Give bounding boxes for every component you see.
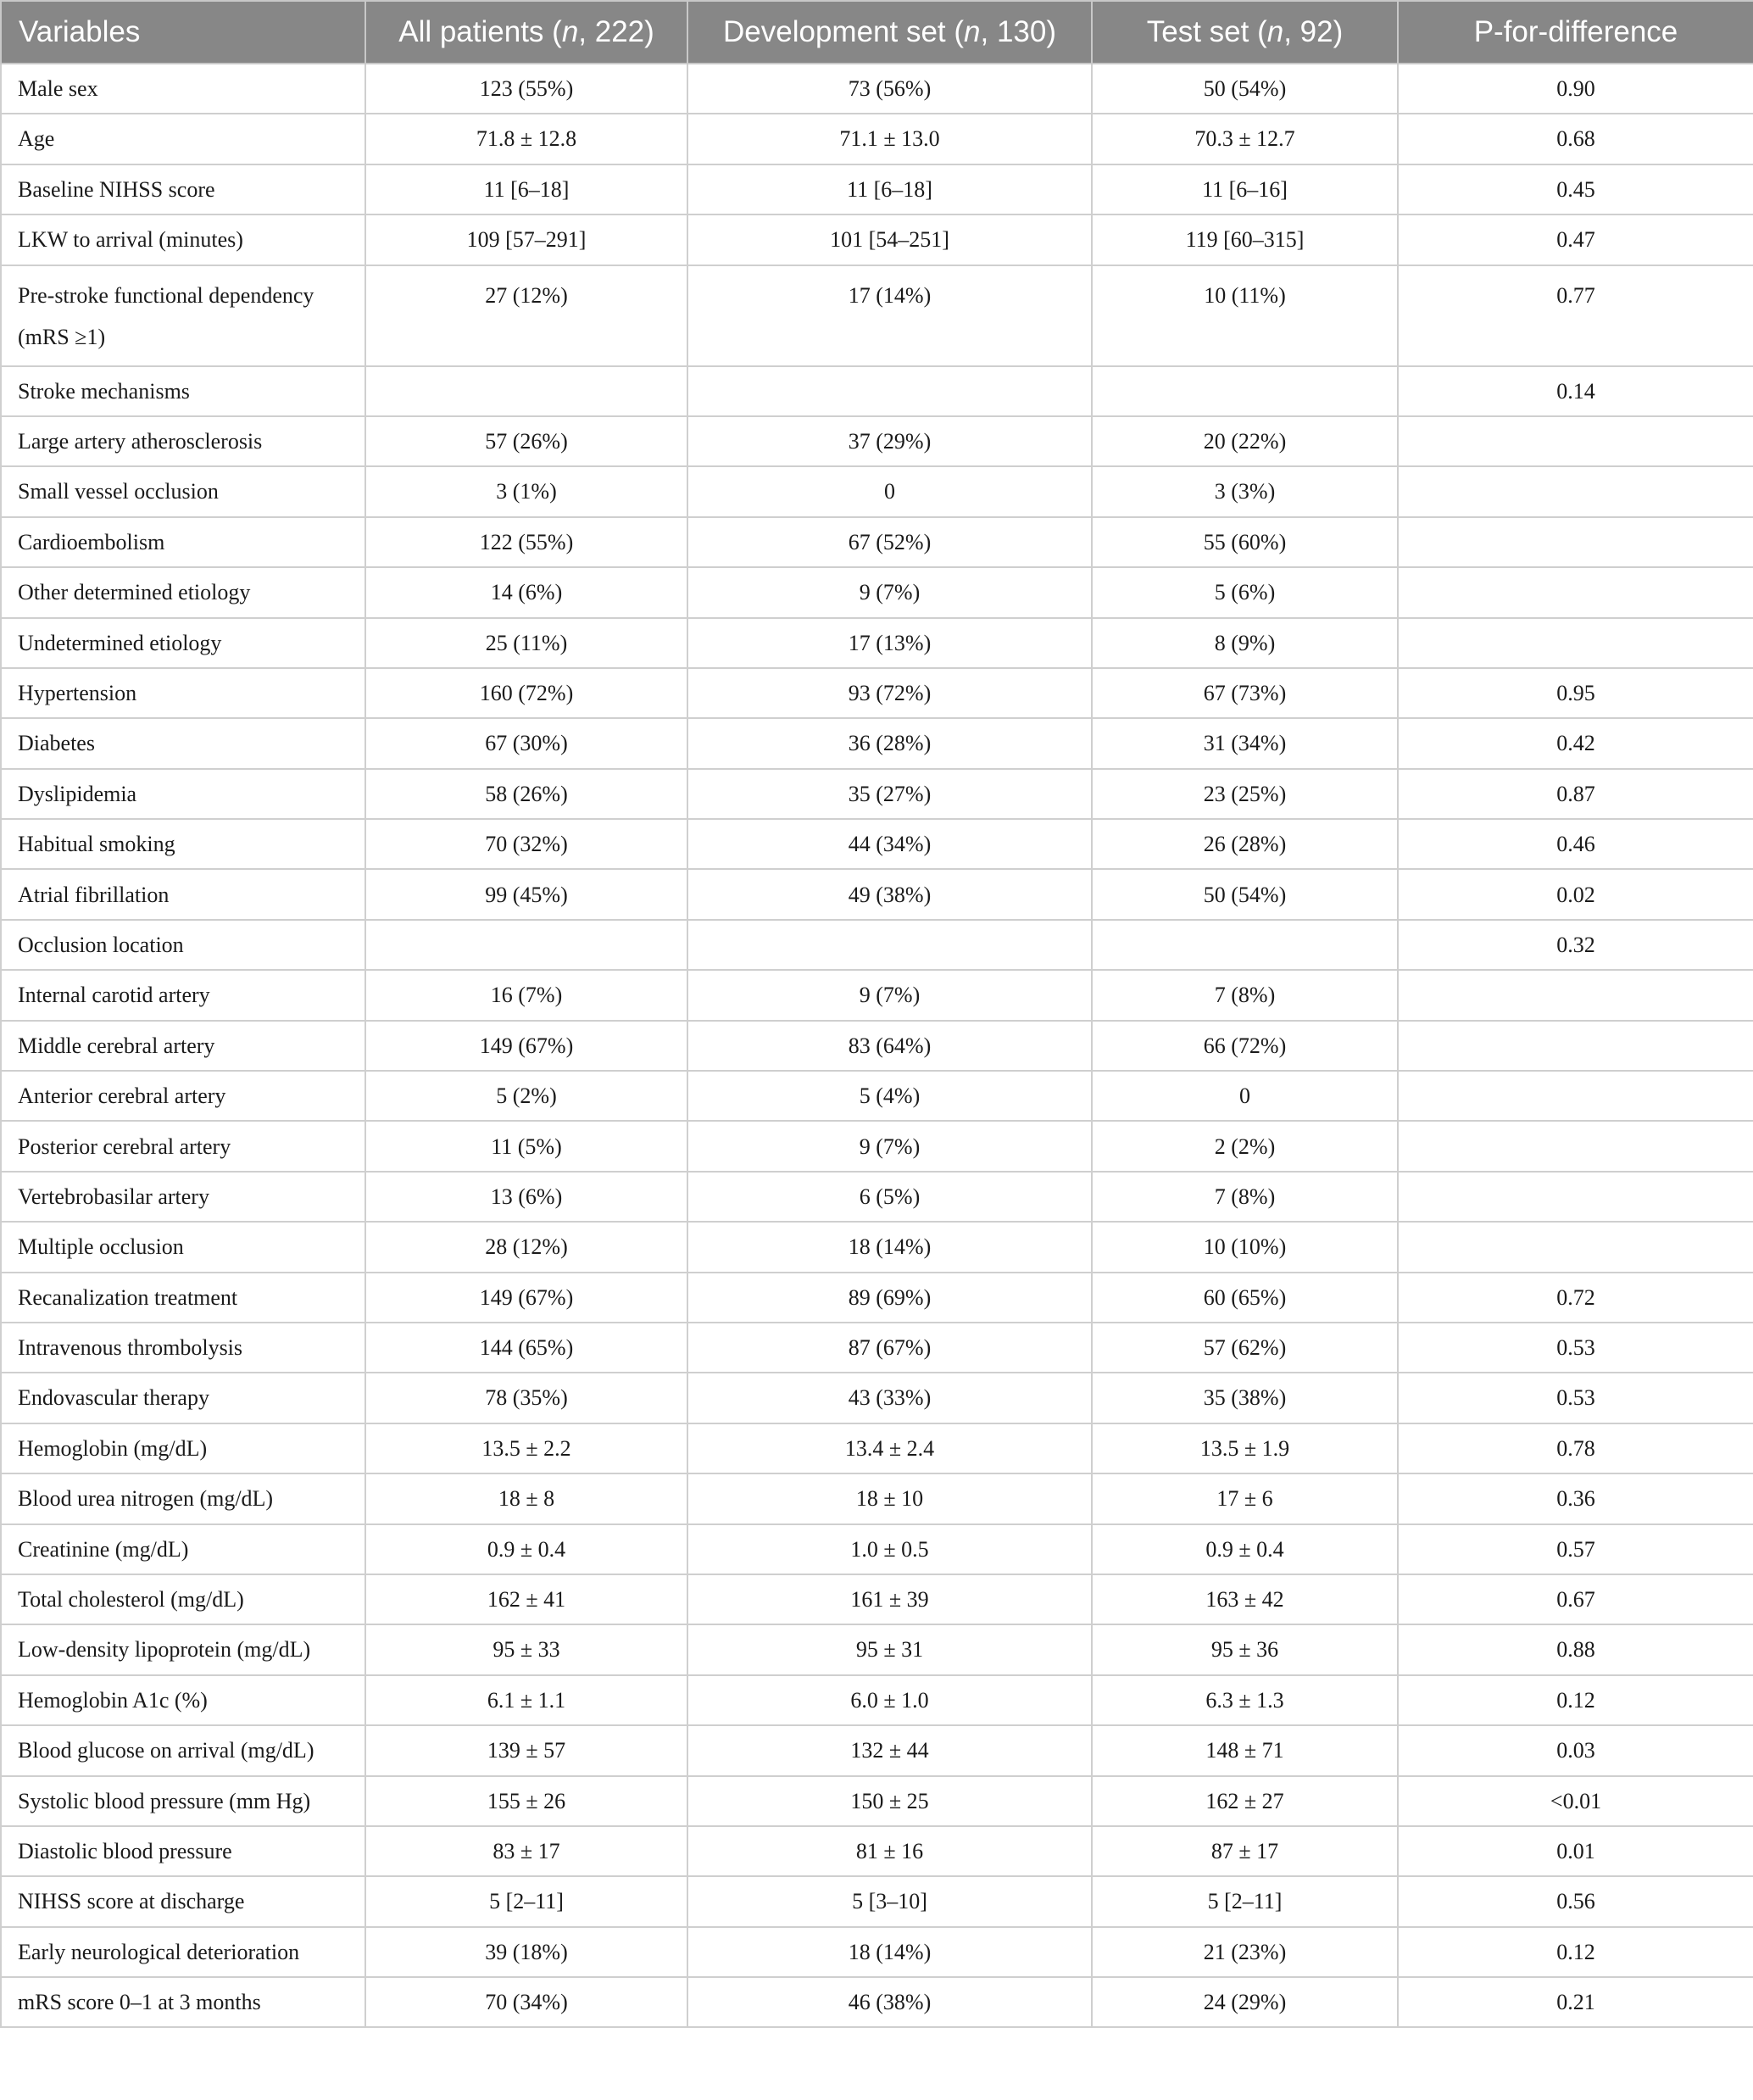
development-set-cell: 13.4 ± 2.4 (687, 1423, 1092, 1473)
development-set-cell: 73 (56%) (687, 64, 1092, 114)
all-patients-cell: 16 (7%) (365, 970, 687, 1020)
variable-cell: Undetermined etiology (1, 618, 365, 668)
variable-cell: Total cholesterol (mg/dL) (1, 1574, 365, 1624)
development-set-cell: 150 ± 25 (687, 1776, 1092, 1826)
table-body (1, 64, 1753, 2027)
test-set-cell: 163 ± 42 (1092, 1574, 1398, 1624)
p-value-cell (1398, 416, 1753, 466)
test-set-cell: 2 (2%) (1092, 1121, 1398, 1171)
development-set-cell: 132 ± 44 (687, 1725, 1092, 1775)
header-count: , 222) (578, 15, 654, 48)
development-set-cell: 17 (14%) (687, 265, 1092, 366)
all-patients-cell: 149 (67%) (365, 1273, 687, 1323)
header-count: , 92) (1283, 15, 1344, 48)
table-row (1, 869, 1753, 919)
variable-cell: Internal carotid artery (1, 970, 365, 1020)
test-set-cell: 119 [60–315] (1092, 214, 1398, 265)
table-row (1, 466, 1753, 516)
all-patients-cell: 6.1 ± 1.1 (365, 1675, 687, 1725)
test-set-cell: 35 (38%) (1092, 1373, 1398, 1423)
variable-cell: Cardioembolism (1, 517, 365, 567)
p-value-cell: 0.78 (1398, 1423, 1753, 1473)
header-development-set (687, 1, 1092, 64)
development-set-cell: 44 (34%) (687, 819, 1092, 869)
variable-cell: Recanalization treatment (1, 1273, 365, 1323)
test-set-cell: 50 (54%) (1092, 64, 1398, 114)
table-header-row (1, 1, 1753, 64)
variable-cell: Other determined etiology (1, 567, 365, 617)
test-set-cell: 3 (3%) (1092, 466, 1398, 516)
test-set-cell: 21 (23%) (1092, 1927, 1398, 1977)
table-row (1, 416, 1753, 466)
p-value-cell: 0.53 (1398, 1373, 1753, 1423)
test-set-cell (1092, 366, 1398, 416)
variable-cell: Baseline NIHSS score (1, 164, 365, 214)
table-row (1, 1524, 1753, 1574)
development-set-cell: 95 ± 31 (687, 1624, 1092, 1674)
p-value-cell (1398, 1172, 1753, 1222)
development-set-cell: 67 (52%) (687, 517, 1092, 567)
p-value-cell (1398, 1071, 1753, 1121)
variable-cell: Endovascular therapy (1, 1373, 365, 1423)
table-row (1, 668, 1753, 718)
p-value-cell (1398, 618, 1753, 668)
test-set-cell: 10 (11%) (1092, 265, 1398, 366)
test-set-cell: 148 ± 71 (1092, 1725, 1398, 1775)
development-set-cell: 46 (38%) (687, 1977, 1092, 2027)
p-value-cell (1398, 517, 1753, 567)
table-row (1, 1273, 1753, 1323)
all-patients-cell (365, 366, 687, 416)
p-value-cell: 0.68 (1398, 114, 1753, 164)
all-patients-cell: 123 (55%) (365, 64, 687, 114)
variable-cell: Middle cerebral artery (1, 1021, 365, 1071)
table-row (1, 1172, 1753, 1222)
table-row (1, 1624, 1753, 1674)
all-patients-cell: 18 ± 8 (365, 1473, 687, 1523)
test-set-cell: 57 (62%) (1092, 1323, 1398, 1373)
test-set-cell: 55 (60%) (1092, 517, 1398, 567)
variable-cell: Diastolic blood pressure (1, 1826, 365, 1876)
test-set-cell: 7 (8%) (1092, 1172, 1398, 1222)
p-value-cell: 0.77 (1398, 265, 1753, 366)
p-value-cell: 0.42 (1398, 718, 1753, 768)
all-patients-cell: 83 ± 17 (365, 1826, 687, 1876)
variable-cell: Posterior cerebral artery (1, 1121, 365, 1171)
header-label: Development set ( (723, 15, 965, 48)
p-value-cell: 0.72 (1398, 1273, 1753, 1323)
p-value-cell: 0.53 (1398, 1323, 1753, 1373)
test-set-cell: 8 (9%) (1092, 618, 1398, 668)
table-row (1, 1021, 1753, 1071)
variable-cell: Systolic blood pressure (mm Hg) (1, 1776, 365, 1826)
table-row (1, 64, 1753, 114)
p-value-cell: 0.14 (1398, 366, 1753, 416)
table-row (1, 114, 1753, 164)
variable-cell: Multiple occlusion (1, 1222, 365, 1272)
test-set-cell: 17 ± 6 (1092, 1473, 1398, 1523)
variable-cell: Blood urea nitrogen (mg/dL) (1, 1473, 365, 1523)
development-set-cell: 9 (7%) (687, 567, 1092, 617)
p-value-cell: 0.12 (1398, 1675, 1753, 1725)
development-set-cell: 161 ± 39 (687, 1574, 1092, 1624)
p-value-cell: 0.46 (1398, 819, 1753, 869)
development-set-cell: 81 ± 16 (687, 1826, 1092, 1876)
all-patients-cell: 144 (65%) (365, 1323, 687, 1373)
all-patients-cell: 99 (45%) (365, 869, 687, 919)
development-set-cell: 49 (38%) (687, 869, 1092, 919)
development-set-cell: 6.0 ± 1.0 (687, 1675, 1092, 1725)
header-label: Test set ( (1146, 15, 1267, 48)
all-patients-cell: 67 (30%) (365, 718, 687, 768)
all-patients-cell: 109 [57–291] (365, 214, 687, 265)
development-set-cell: 18 (14%) (687, 1222, 1092, 1272)
all-patients-cell: 27 (12%) (365, 265, 687, 366)
test-set-cell: 31 (34%) (1092, 718, 1398, 768)
development-set-cell: 87 (67%) (687, 1323, 1092, 1373)
test-set-cell: 95 ± 36 (1092, 1624, 1398, 1674)
all-patients-cell: 25 (11%) (365, 618, 687, 668)
development-set-cell: 11 [6–18] (687, 164, 1092, 214)
p-value-cell: 0.45 (1398, 164, 1753, 214)
test-set-cell: 87 ± 17 (1092, 1826, 1398, 1876)
development-set-cell (687, 920, 1092, 970)
table-row (1, 1826, 1753, 1876)
development-set-cell: 5 (4%) (687, 1071, 1092, 1121)
table-row (1, 819, 1753, 869)
header-label: P-for-difference (1473, 15, 1678, 48)
all-patients-cell: 11 (5%) (365, 1121, 687, 1171)
table-row (1, 567, 1753, 617)
p-value-cell: 0.57 (1398, 1524, 1753, 1574)
table-row (1, 214, 1753, 265)
all-patients-cell: 5 (2%) (365, 1071, 687, 1121)
table-row (1, 618, 1753, 668)
p-value-cell: 0.87 (1398, 769, 1753, 819)
development-set-cell: 9 (7%) (687, 970, 1092, 1020)
all-patients-cell: 160 (72%) (365, 668, 687, 718)
test-set-cell: 5 (6%) (1092, 567, 1398, 617)
all-patients-cell: 13.5 ± 2.2 (365, 1423, 687, 1473)
table-row (1, 970, 1753, 1020)
table-row (1, 1373, 1753, 1423)
variable-cell: Hemoglobin A1c (%) (1, 1675, 365, 1725)
p-value-cell: 0.47 (1398, 214, 1753, 265)
all-patients-cell: 39 (18%) (365, 1927, 687, 1977)
table-row (1, 366, 1753, 416)
p-value-cell: 0.95 (1398, 668, 1753, 718)
test-set-cell: 60 (65%) (1092, 1273, 1398, 1323)
all-patients-cell: 95 ± 33 (365, 1624, 687, 1674)
p-value-cell: 0.12 (1398, 1927, 1753, 1977)
development-set-cell: 101 [54–251] (687, 214, 1092, 265)
p-value-cell: 0.56 (1398, 1876, 1753, 1926)
all-patients-cell: 58 (26%) (365, 769, 687, 819)
header-n-symbol: n (964, 15, 981, 48)
all-patients-cell: 122 (55%) (365, 517, 687, 567)
development-set-cell: 71.1 ± 13.0 (687, 114, 1092, 164)
p-value-cell (1398, 1021, 1753, 1071)
variable-cell: Intravenous thrombolysis (1, 1323, 365, 1373)
all-patients-cell: 5 [2–11] (365, 1876, 687, 1926)
development-set-cell: 1.0 ± 0.5 (687, 1524, 1092, 1574)
variable-cell: Anterior cerebral artery (1, 1071, 365, 1121)
all-patients-cell: 162 ± 41 (365, 1574, 687, 1624)
header-label: Variables (19, 15, 141, 48)
development-set-cell: 89 (69%) (687, 1273, 1092, 1323)
variable-cell: Low-density lipoprotein (mg/dL) (1, 1624, 365, 1674)
variable-cell: Vertebrobasilar artery (1, 1172, 365, 1222)
development-set-cell: 17 (13%) (687, 618, 1092, 668)
test-set-cell: 0 (1092, 1071, 1398, 1121)
variable-cell: Habitual smoking (1, 819, 365, 869)
table-row (1, 1574, 1753, 1624)
variable-cell: Atrial fibrillation (1, 869, 365, 919)
test-set-cell: 6.3 ± 1.3 (1092, 1675, 1398, 1725)
p-value-cell: 0.67 (1398, 1574, 1753, 1624)
variable-cell: Dyslipidemia (1, 769, 365, 819)
variable-cell: NIHSS score at discharge (1, 1876, 365, 1926)
development-set-cell: 35 (27%) (687, 769, 1092, 819)
development-set-cell: 18 ± 10 (687, 1473, 1092, 1523)
test-set-cell: 50 (54%) (1092, 869, 1398, 919)
all-patients-cell: 0.9 ± 0.4 (365, 1524, 687, 1574)
test-set-cell: 26 (28%) (1092, 819, 1398, 869)
development-set-cell (687, 366, 1092, 416)
test-set-cell: 7 (8%) (1092, 970, 1398, 1020)
variable-cell: Hemoglobin (mg/dL) (1, 1423, 365, 1473)
test-set-cell: 10 (10%) (1092, 1222, 1398, 1272)
table-row (1, 1121, 1753, 1171)
variable-cell: Early neurological deterioration (1, 1927, 365, 1977)
table-row (1, 1725, 1753, 1775)
p-value-cell: 0.32 (1398, 920, 1753, 970)
development-set-cell: 93 (72%) (687, 668, 1092, 718)
table-row (1, 265, 1753, 366)
development-set-cell: 43 (33%) (687, 1373, 1092, 1423)
development-set-cell: 83 (64%) (687, 1021, 1092, 1071)
all-patients-cell: 149 (67%) (365, 1021, 687, 1071)
p-value-cell: 0.02 (1398, 869, 1753, 919)
test-set-cell: 5 [2–11] (1092, 1876, 1398, 1926)
p-value-cell: <0.01 (1398, 1776, 1753, 1826)
header-p-for-difference (1398, 1, 1753, 64)
table-row (1, 517, 1753, 567)
table-row (1, 1776, 1753, 1826)
development-set-cell: 36 (28%) (687, 718, 1092, 768)
variable-cell: Blood glucose on arrival (mg/dL) (1, 1725, 365, 1775)
all-patients-cell: 155 ± 26 (365, 1776, 687, 1826)
header-variables (1, 1, 365, 64)
header-n-symbol: n (561, 15, 579, 48)
p-value-cell: 0.90 (1398, 64, 1753, 114)
all-patients-cell: 13 (6%) (365, 1172, 687, 1222)
test-set-cell: 24 (29%) (1092, 1977, 1398, 2027)
all-patients-cell: 139 ± 57 (365, 1725, 687, 1775)
p-value-cell: 0.03 (1398, 1725, 1753, 1775)
variable-cell: Male sex (1, 64, 365, 114)
p-value-cell (1398, 1222, 1753, 1272)
p-value-cell: 0.01 (1398, 1826, 1753, 1876)
table-row (1, 1876, 1753, 1926)
p-value-cell: 0.88 (1398, 1624, 1753, 1674)
variable-cell: Pre-stroke functional dependency (mRS ≥1) (1, 265, 365, 366)
test-set-cell: 66 (72%) (1092, 1021, 1398, 1071)
all-patients-cell: 57 (26%) (365, 416, 687, 466)
table-row (1, 769, 1753, 819)
test-set-cell: 70.3 ± 12.7 (1092, 114, 1398, 164)
table-row (1, 1222, 1753, 1272)
test-set-cell: 13.5 ± 1.9 (1092, 1423, 1398, 1473)
development-set-cell: 6 (5%) (687, 1172, 1092, 1222)
variable-cell: LKW to arrival (minutes) (1, 214, 365, 265)
variable-cell: Small vessel occlusion (1, 466, 365, 516)
table-row (1, 1323, 1753, 1373)
variable-cell: mRS score 0–1 at 3 months (1, 1977, 365, 2027)
table-row (1, 1071, 1753, 1121)
all-patients-cell: 70 (34%) (365, 1977, 687, 2027)
variable-cell: Hypertension (1, 668, 365, 718)
test-set-cell: 162 ± 27 (1092, 1776, 1398, 1826)
all-patients-cell: 3 (1%) (365, 466, 687, 516)
all-patients-cell: 71.8 ± 12.8 (365, 114, 687, 164)
header-all-patients (365, 1, 687, 64)
header-test-set (1092, 1, 1398, 64)
test-set-cell: 67 (73%) (1092, 668, 1398, 718)
header-label: All patients ( (398, 15, 562, 48)
development-set-cell: 5 [3–10] (687, 1876, 1092, 1926)
p-value-cell (1398, 970, 1753, 1020)
p-value-cell: 0.36 (1398, 1473, 1753, 1523)
test-set-cell: 0.9 ± 0.4 (1092, 1524, 1398, 1574)
test-set-cell: 20 (22%) (1092, 416, 1398, 466)
all-patients-cell: 70 (32%) (365, 819, 687, 869)
table-row (1, 718, 1753, 768)
table-row (1, 1927, 1753, 1977)
development-set-cell: 9 (7%) (687, 1121, 1092, 1171)
variable-cell: Stroke mechanisms (1, 366, 365, 416)
all-patients-cell: 78 (35%) (365, 1373, 687, 1423)
all-patients-cell: 28 (12%) (365, 1222, 687, 1272)
test-set-cell: 23 (25%) (1092, 769, 1398, 819)
table-row (1, 1423, 1753, 1473)
variable-cell: Creatinine (mg/dL) (1, 1524, 365, 1574)
p-value-cell (1398, 1121, 1753, 1171)
table-row (1, 1473, 1753, 1523)
header-n-symbol: n (1266, 15, 1284, 48)
test-set-cell (1092, 920, 1398, 970)
header-count: , 130) (980, 15, 1056, 48)
development-set-cell: 37 (29%) (687, 416, 1092, 466)
all-patients-cell (365, 920, 687, 970)
development-set-cell: 18 (14%) (687, 1927, 1092, 1977)
p-value-cell (1398, 567, 1753, 617)
variable-cell: Occlusion location (1, 920, 365, 970)
table-row (1, 1977, 1753, 2027)
test-set-cell: 11 [6–16] (1092, 164, 1398, 214)
table-row (1, 920, 1753, 970)
table-row (1, 1675, 1753, 1725)
p-value-cell (1398, 466, 1753, 516)
variable-cell: Age (1, 114, 365, 164)
p-value-cell: 0.21 (1398, 1977, 1753, 2027)
all-patients-cell: 11 [6–18] (365, 164, 687, 214)
all-patients-cell: 14 (6%) (365, 567, 687, 617)
development-set-cell: 0 (687, 466, 1092, 516)
table-row (1, 164, 1753, 214)
variable-cell: Large artery atherosclerosis (1, 416, 365, 466)
variable-cell: Diabetes (1, 718, 365, 768)
